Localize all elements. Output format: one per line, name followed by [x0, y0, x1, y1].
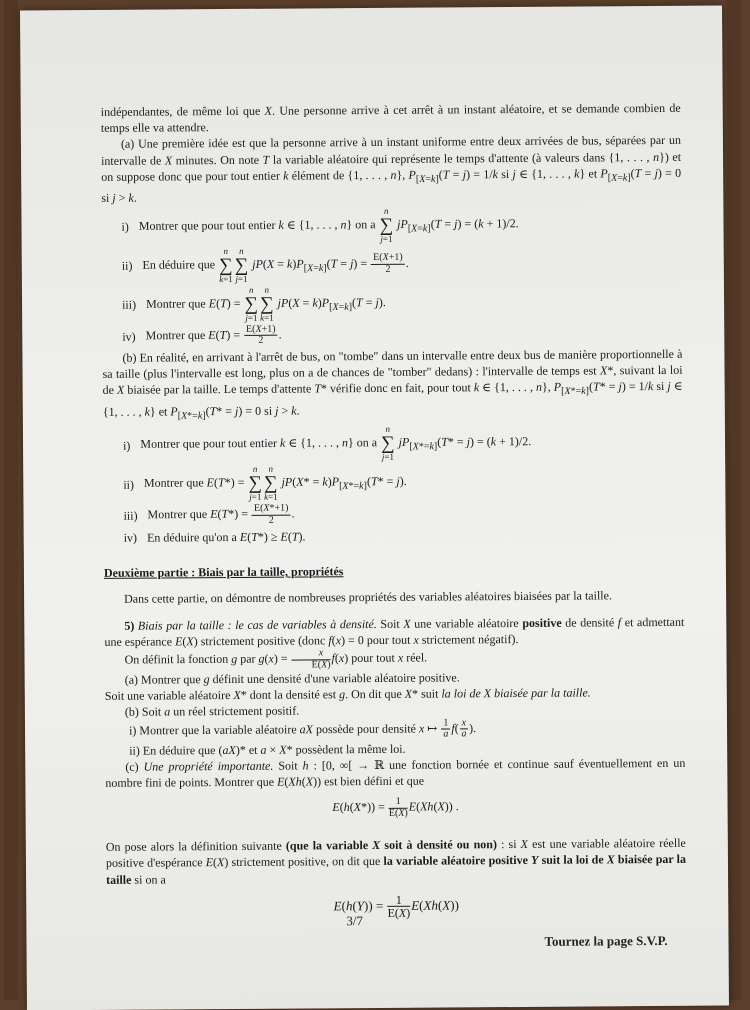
question-5-c: (c) Une propriété importante. Soit h : [0, ∞[ → ℝ une fonction bornée et continue sauf éventuellement en un nombre fini de points. Montrer que E(Xh(X)) est bien défini et que [105, 755, 686, 790]
page-number: 3/7 [346, 913, 364, 929]
question-b-ii: ii) Montrer que E(T*) = n ∑ j=1 n ∑ k=1 $jP(X* = k)P_{[X*=k]}(T* = j)$. [123, 463, 407, 503]
intro-paragraph: indépendantes, de même loi que X. Une personne arrive à cet arrêt à un instant aléatoire, et se demande combien de temps elle va attendre. [100, 100, 681, 136]
question-a-i: i) Montrer que pour tout entier k ∈ {1, . . . , n} on a n ∑ j=1 $jP_{[X=k]}(T = j) = (k + 1)/2$. [121, 205, 519, 244]
part-intro: Dans cette partie, on démontre de nombreuses propriétés des variables aléatoires biaisées par la taille. [124, 588, 612, 607]
question-b-iv: iv) En déduire qu'on a E(T*) ≥ E(T). [123, 529, 306, 545]
question-5-b: (b) Soit a un réel strictement positif. [124, 703, 300, 720]
definition-equation: E(h(Y)) = $\frac{1}{E(X)}$ E(Xh(X)) [333, 892, 459, 921]
part-title: Deuxième partie : Biais par la taille, propriétés [103, 564, 344, 581]
exam-page [20, 6, 729, 1010]
question-b: (b) En réalité, en arrivant à l'arrêt de bus, on "tombe" dans un intervalle entre deux bus de manière proportionnelle à sa taille (plus l'intervalle est long, plus on a de chances de "tomber" dedans) : l'intervalle de temps est X*, suivant la loi de X biaisée par la taille. Le temps d'attente T* vérifie donc en fait, pour tout k ∈ {1, . . . , n}, $P_{[X*=k]}(T* = j) = 1/k$ si j ∈ {1, . . . , k} et $P_{[X*=k]}(T* = j) = 0$ si j > k. [102, 346, 683, 422]
question-5-b-ii: ii) En déduire que (aX)* et a × X* possèdent la même loi. [129, 741, 406, 758]
question-a-ii: ii) En déduire que n ∑ k=1 n ∑ j=1 $jP(X = k)P_{[X=k]}(T = j)$ = $\frac{E(X+1)}{2}$ . [121, 245, 409, 284]
definition-paragraph: On pose alors la définition suivante (que la variable X soit à densité ou non) : si X est une variable aléatoire réelle positive d'espérance E(X) strictement positive, on dit que la variable aléatoire positive Y suit la loi de X biaisée par la taille si on a [105, 836, 686, 887]
question-a-iii: iii) Montrer que E(T) = n ∑ j=1 n ∑ k=1 $jP(X = k)P_{[X=k]}(T = j)$. [122, 284, 386, 323]
footer-note: Tournez la page S.V.P. [544, 932, 668, 949]
question-5: 5) Biais par la taille : le cas de variables à densité. Soit X une variable aléatoire positive de densité f et admettant une espérance E(X) strictement positive (donc f(x) = 0 pour tout x strictement négatif). [104, 614, 685, 649]
question-a-iv: iv) Montrer que E(T) = $\frac{E(X+1)}{2}$ . [122, 323, 282, 346]
question-5-definition: On définit la fonction g par g(x) = $\frac{x}{E(X)}$ f(x) pour tout x réel. [124, 647, 428, 670]
question-a: (a) Une première idée est que la personne arrive à un instant uniforme entre deux arrivées de bus, séparées par un intervalle de X minutes. On note T la variable aléatoire qui représente le temps d'attente (à valeurs dans {1, . . . , n}) et on suppose donc que pour tout entier k élément de {1, . . . , n}, $P_{[X=k]}(T = j) = 1/k$ si j ∈ {1, . . . , k} et $P_{[X=k]}(T = j) = 0$ si j > k. [101, 133, 682, 206]
question-5-b-i: i) Montrer que la variable aléatoire aX possède pour densité x ↦ $\frac{1}{a}$ f( $\frac{x}{a}$ ). [128, 716, 477, 740]
question-5-soit: Soit une variable aléatoire X* dont la densité est g. On dit que X* suit la loi de X biaisée par la taille. [104, 685, 591, 704]
question-b-i: i) Montrer que pour tout entier k ∈ {1, . . . , n} on a n ∑ j=1 $jP_{[X*=k]}(T* = j) = (k + 1)/2$. [122, 424, 532, 463]
question-5-c-equation: E(h(X*)) = $\frac{1}{E(X)}$ E(Xh(X)) . [332, 796, 459, 819]
page-content [101, 100, 687, 930]
question-5-a: (a) Montrer que g définit une densité d'une variable aléatoire positive. [124, 670, 460, 687]
question-b-iii: iii) Montrer que E(T*) = $\frac{E(X*+1)}{2}$ . [123, 502, 295, 526]
